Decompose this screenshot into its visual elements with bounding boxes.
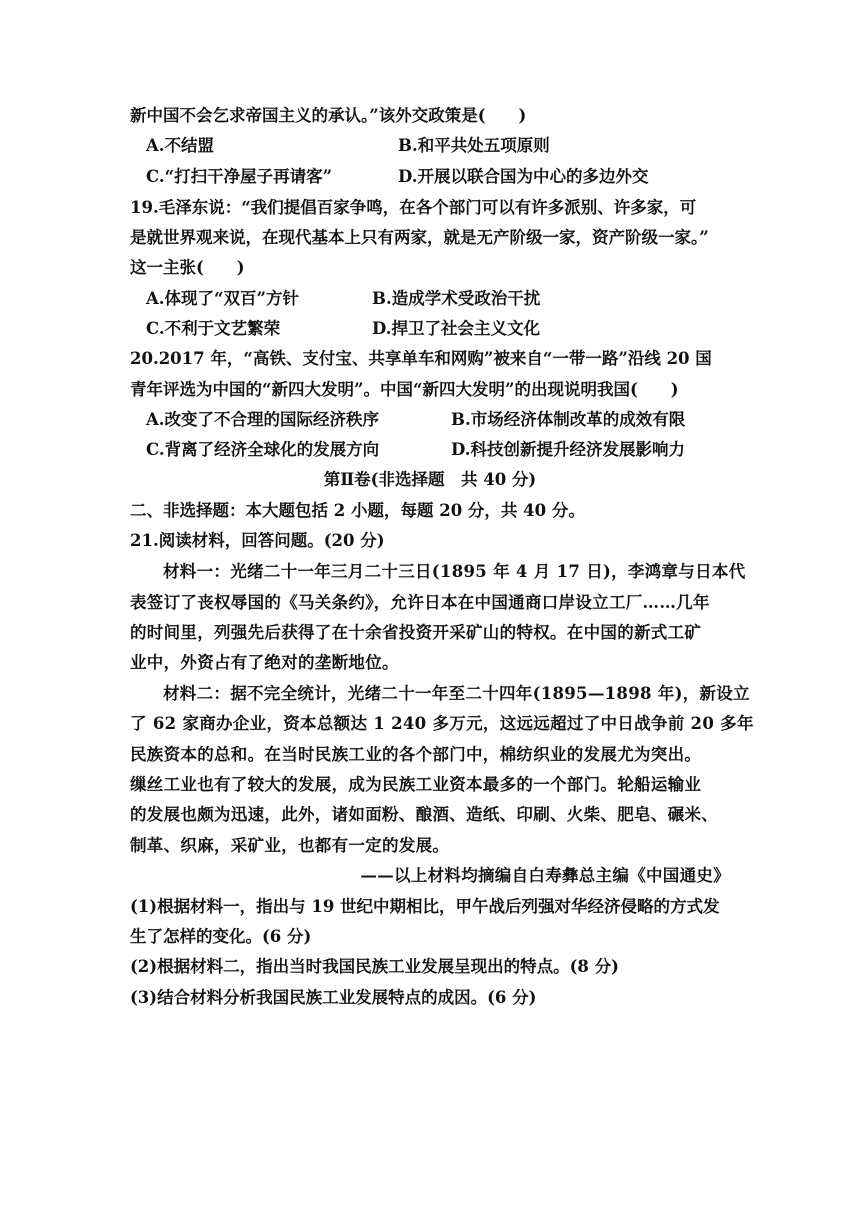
q21-material1-line1 (163, 560, 746, 584)
q18-option-c: C.“打扫干净屋子再请客” (146, 167, 333, 186)
q20-option-d: D.科技创新提升经济发展影响力 (451, 440, 685, 459)
q21-sub1-line1: (1)根据材料一，指出与 19 世纪中期相比，甲午战后列强对华经济侵略的方式发 (130, 897, 720, 916)
q19-option-d: D.捍卫了社会主义文化 (372, 319, 540, 338)
part2-heading (130, 499, 730, 523)
q21-material2-text1: 据不完全统计，光绪二十一年至二十四年(1895—1898 年)，新设立 (230, 684, 750, 703)
q18-option-a: A.不结盟 (146, 136, 215, 155)
q19-stem-line1: 19.毛泽东说：“我们提倡百家争鸣，在各个部门可以有许多派别、许多家，可 (130, 198, 697, 217)
q19-option-a: A.体现了“双百”方针 (146, 289, 300, 308)
q21-material2-line4: 缫丝工业也有了较大的发展，成为民族工业资本最多的一个部门。轮船运输业 (130, 775, 702, 794)
q20-stem-line2: 青年评选为中国的“新四大发明”。中国“新四大发明”的出现说明我国( ) (130, 380, 679, 399)
q18-stem-tail: 新中国不会乞求帝国主义的承认。”该外交政策是( ) (130, 106, 527, 125)
q18-option-b: B.和平共处五项原则 (398, 136, 550, 155)
q20-option-a: A.改变了不合理的国际经济秩序 (146, 410, 380, 429)
q19-stem-line3: 这一主张( ) (130, 258, 245, 277)
q20-option-c: C.背离了经济全球化的发展方向 (146, 440, 380, 459)
q20-stem-line1: 20.2017 年，“高铁、支付宝、共享单车和网购”被来自“一带一路”沿线 20 国 (130, 349, 712, 368)
q20-option-b: B.市场经济体制改革的成效有限 (451, 410, 686, 429)
part2-heading-rest: ：本大题包括 2 小题，每题 20 分，共 40 分。 (229, 501, 585, 520)
part2-heading-bold: 二、非选择题 (130, 501, 229, 520)
q19-stem-line2: 是就世界观来说，在现代基本上只有两家，就是无产阶级一家，资产阶级一家。” (130, 228, 709, 247)
q19-option-b: B.造成学术受政治干扰 (372, 289, 541, 308)
q21-material1-line3: 的时间里，列强先后获得了在十余省投资开采矿山的特权。在中国的新式工矿 (130, 623, 702, 642)
q21-source: ——以上材料均摘编自白寿彝总主编《中国通史》 (360, 866, 730, 885)
q21-material2-line1 (163, 682, 750, 706)
q21-material1-label: 材料一： (163, 562, 231, 581)
q21-material2-line2: 了 62 家商办企业，资本总额达 1 240 多万元，这远远超过了中日战争前 20 多年 (130, 714, 754, 733)
q21-material2-line3: 民族资本的总和。在当时民族工业的各个部门中，棉纺织业的发展尤为突出。 (130, 745, 702, 764)
q21-sub3: (3)结合材料分析我国民族工业发展特点的成因。(6 分) (130, 988, 537, 1007)
q19-option-c: C.不利于文艺繁荣 (146, 319, 281, 338)
q21-material2-line6: 制革、织麻，采矿业，也都有一定的发展。 (130, 836, 450, 855)
q18-option-d: D.开展以联合国为中心的多边外交 (398, 167, 649, 186)
q21-material1-line4: 业中，外资占有了绝对的垄断地位。 (130, 653, 399, 672)
q21-material2-line5: 的发展也颇为迅速，此外，诸如面粉、酿酒、造纸、印刷、火柴、肥皂、碾米、 (130, 805, 718, 824)
q21-sub2: (2)根据材料二，指出当时我国民族工业发展呈现出的特点。(8 分) (130, 957, 619, 976)
q21-sub1-line2: 生了怎样的变化。(6 分) (130, 927, 312, 946)
q21-material1-line2: 表签订了丧权辱国的《马关条约》，允许日本在中国通商口岸设立工厂……几年 (130, 593, 710, 612)
q21-material1-text1: 光绪二十一年三月二十三日(1895 年 4 月 17 日)，李鸿章与日本代 (230, 562, 746, 581)
q21-stem: 21.阅读材料，回答问题。(20 分) (130, 531, 385, 550)
q21-material2-label: 材料二： (163, 684, 231, 703)
part2-title: 第Ⅱ卷(非选择题 共 40 分) (323, 470, 537, 489)
